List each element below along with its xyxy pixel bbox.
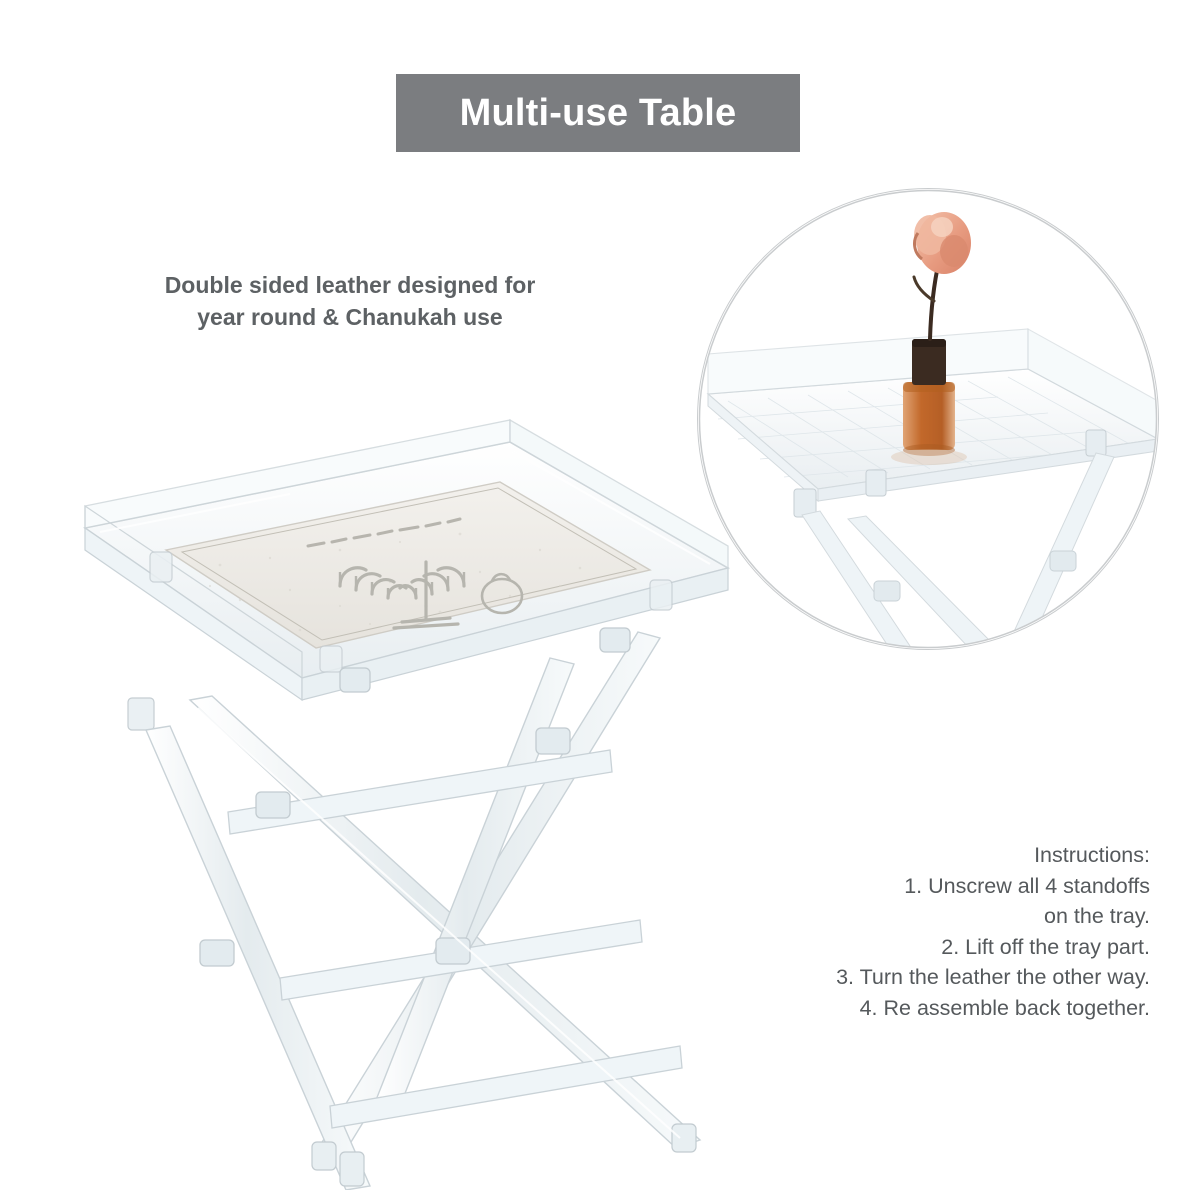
instructions-step: 2. Lift off the tray part. bbox=[941, 934, 1150, 959]
product-photo-illustration bbox=[40, 400, 770, 1190]
instructions-step: 3. Turn the leather the other way. bbox=[836, 965, 1150, 990]
instructions-step: 1. Unscrew all 4 standoffs bbox=[904, 873, 1150, 898]
title-banner bbox=[396, 74, 800, 152]
product-photo bbox=[40, 400, 770, 1190]
inset-photo-alt bbox=[698, 189, 699, 190]
instructions-step: 4. Re assemble back together. bbox=[859, 995, 1150, 1020]
instructions-step: on the tray. bbox=[1044, 904, 1150, 929]
page-title: Multi-use Table bbox=[459, 91, 737, 134]
feature-caption: Double sided leather designed for year round & Chanukah use bbox=[164, 272, 536, 330]
instructions-heading: Instructions: bbox=[1034, 843, 1150, 867]
